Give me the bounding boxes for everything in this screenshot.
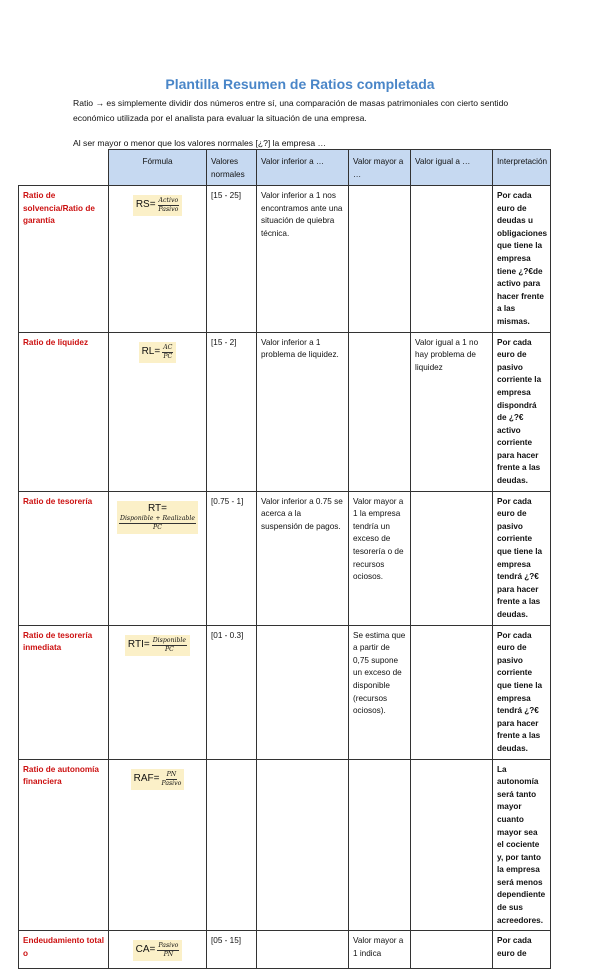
above-value: Valor mayor a 1 indica: [349, 931, 411, 969]
above-value: Valor mayor a 1 la empresa tendría un exceso de tesorería o de recursos ociosos.: [349, 491, 411, 625]
equal-value: [411, 759, 493, 931]
above-value: [349, 759, 411, 931]
table-header-row: [19, 150, 551, 186]
formula-lhs: RAF=: [133, 772, 160, 784]
equal-value: [411, 931, 493, 969]
table-row: [19, 759, 551, 931]
page-title: Plantilla Resumen de Ratios completada: [165, 76, 435, 92]
below-value: Valor inferior a 0.75 se acerca a la suspensión de pagos.: [257, 491, 349, 625]
context-line: Al ser mayor o menor que los valores normales [¿?] la empresa …: [73, 138, 327, 148]
ratio-name: Endeudamiento total o: [19, 931, 109, 969]
normal-values: [207, 759, 257, 931]
formula-cell: [109, 931, 207, 969]
below-value: Valor inferior a 1 nos encontramos ante una situación de quiebra técnica.: [257, 186, 349, 333]
formula: [133, 195, 182, 216]
normal-values: [15 - 2]: [207, 332, 257, 491]
table-row: [19, 186, 551, 333]
formula-lhs: RT=: [147, 502, 167, 514]
formula-lhs: RS=: [135, 199, 156, 211]
formula-lhs: RTI=: [127, 638, 150, 650]
fraction-denominator: PC: [164, 645, 174, 653]
fraction: [161, 771, 181, 788]
formula: [131, 769, 185, 790]
header-interpretation: Interpretación: [493, 150, 551, 186]
fraction-numerator: PN: [166, 770, 177, 778]
fraction-numerator: Pasivo: [158, 942, 179, 950]
header-formula: Fórmula: [109, 150, 207, 186]
below-value: Valor inferior a 1 problema de liquidez.: [257, 332, 349, 491]
formula-cell: [109, 332, 207, 491]
fraction-denominator: Pasivo: [158, 206, 179, 213]
header-above: Valor mayor a …: [349, 150, 411, 186]
equal-value: Valor igual a 1 no hay problema de liquidez: [411, 332, 493, 491]
normal-values: [15 - 25]: [207, 186, 257, 333]
table-row: [19, 332, 551, 491]
below-value: [257, 625, 349, 759]
fraction-numerator: AC: [163, 343, 173, 351]
formula-cell: [109, 759, 207, 931]
intro-paragraph: Ratio → es simplemente dividir dos números entre sí, una comparación de masas patrimoniales con cierto sentido económico utilizada por el analista para evaluar la situación de una empresa.: [73, 98, 509, 123]
fraction: [119, 515, 196, 532]
header-blank: [19, 150, 109, 186]
below-value: [257, 931, 349, 969]
fraction-denominator: PC: [163, 352, 173, 360]
formula: [117, 501, 198, 535]
formula-lhs: CA=: [135, 944, 156, 956]
interpretation: Por cada euro de pasivo corriente que tiene la empresa tendrá ¿?€ para hacer frente a las deudas.: [493, 625, 551, 759]
ratio-name: Ratio de autonomía financiera: [19, 759, 109, 931]
interpretation: Por cada euro de pasivo corriente la empresa dispondrá de ¿?€ activo corriente para hacer frente a las deudas.: [493, 332, 551, 491]
header-below: Valor inferior a …: [257, 150, 349, 186]
ratio-name: Ratio de tesorería inmediata: [19, 625, 109, 759]
fraction: [162, 344, 173, 361]
formula-cell: [109, 625, 207, 759]
formula-lhs: RL=: [141, 345, 161, 357]
header-normal-values: Valores normales: [207, 150, 257, 186]
formula-cell: [109, 186, 207, 333]
formula: [125, 635, 190, 656]
interpretation: Por cada euro de deudas u obligaciones que tiene la empresa tiene ¿?€de activo para hacer frente a las mismas.: [493, 186, 551, 333]
fraction-numerator: Disponible: [152, 636, 187, 644]
fraction-denominator: PN: [163, 951, 174, 959]
fraction-denominator: Pasivo: [161, 779, 182, 787]
ratios-table: [18, 149, 551, 969]
equal-value: [411, 491, 493, 625]
table-row: [19, 491, 551, 625]
ratio-name: Ratio de solvencia/Ratio de garantía: [19, 186, 109, 333]
ratio-name: Ratio de liquidez: [19, 332, 109, 491]
above-value: Se estima que a partir de 0,75 supone un exceso de disponible (recursos ociosos).: [349, 625, 411, 759]
below-value: [257, 759, 349, 931]
fraction: [158, 197, 180, 214]
interpretation: Por cada euro de pasivo corriente que tiene la empresa tendrá ¿?€ para hacer frente a las deudas.: [493, 491, 551, 625]
fraction: [152, 637, 187, 654]
fraction-denominator: PC: [153, 524, 162, 532]
normal-values: [0.75 - 1]: [207, 491, 257, 625]
equal-value: [411, 625, 493, 759]
table-row: [19, 625, 551, 759]
fraction: [157, 942, 179, 959]
formula: [133, 940, 183, 961]
table-row: [19, 931, 551, 969]
fraction-numerator: Disponible + Realizable: [119, 515, 195, 523]
equal-value: [411, 186, 493, 333]
normal-values: [05 - 15]: [207, 931, 257, 969]
above-value: [349, 332, 411, 491]
formula: [139, 342, 177, 363]
above-value: [349, 186, 411, 333]
formula-cell: [109, 491, 207, 625]
fraction-numerator: Activo: [158, 197, 179, 204]
interpretation: La autonomía será tanto mayor cuanto mayor sea el cociente y, por tanto la empresa será menos dependiente de sus acreedores.: [493, 759, 551, 931]
interpretation: Por cada euro de: [493, 931, 551, 969]
header-equal: Valor igual a …: [411, 150, 493, 186]
normal-values: [01 - 0.3]: [207, 625, 257, 759]
ratio-name: Ratio de tesorería: [19, 491, 109, 625]
